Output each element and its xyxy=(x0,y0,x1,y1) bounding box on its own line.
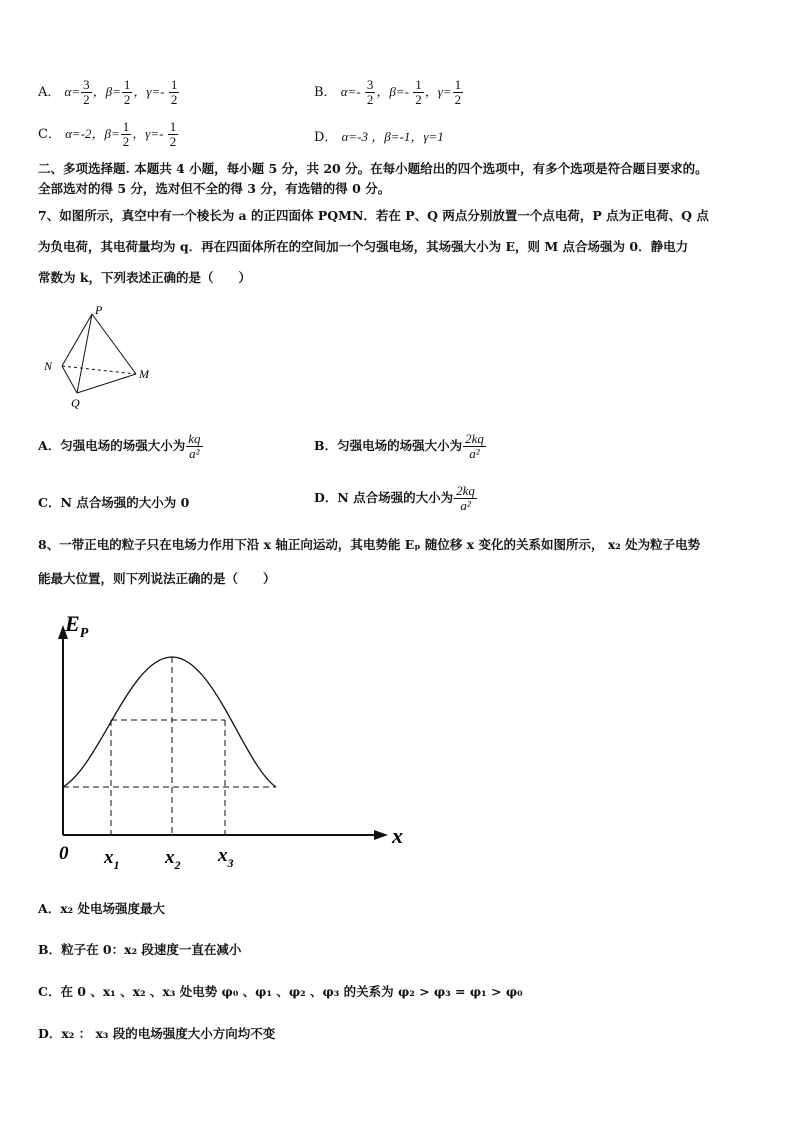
q7-line2: 为负电荷，其电荷量均为 q．再在四面体所在的空间加一个匀强电场，其场强大小为 E，则 M 点合场强为 0．静电力 xyxy=(38,239,689,254)
denominator: 2 xyxy=(169,134,177,149)
option-label: B． xyxy=(314,438,338,453)
q7-option-c xyxy=(38,494,189,512)
option-label: A． xyxy=(38,901,61,916)
option-label: D． xyxy=(38,1026,62,1041)
option-text: 粒子在 0：x₂ 段速度一直在减小 xyxy=(61,942,242,957)
numerator: 1 xyxy=(123,77,131,92)
beta-text: ，β= xyxy=(92,84,121,99)
q8-line2: 能最大位置，则下列说法正确的是（ ） xyxy=(38,571,276,586)
alpha-beta-text: α=-2，β= xyxy=(65,126,120,141)
edge-pm xyxy=(92,314,136,374)
denominator: 2 xyxy=(415,92,422,107)
fraction xyxy=(454,484,477,513)
beta-text: ，β=- xyxy=(376,84,413,99)
fraction xyxy=(122,78,133,107)
x-axis-label: x xyxy=(392,823,403,848)
option-label: D． xyxy=(314,490,338,505)
option-text: 匀强电场的场强大小为 xyxy=(337,438,463,453)
label-m: M xyxy=(139,367,149,381)
option-label: A． xyxy=(38,85,61,100)
q8-option-a xyxy=(38,900,165,918)
label-n: N xyxy=(44,359,53,373)
denominator: a² xyxy=(460,498,471,513)
origin-label: 0 xyxy=(59,843,69,864)
denominator: 2 xyxy=(122,134,130,149)
ep-curve xyxy=(63,657,276,787)
option-label: C． xyxy=(38,127,61,142)
gamma-text: ，γ= xyxy=(424,84,452,99)
edge-nq xyxy=(62,366,77,393)
fraction xyxy=(413,78,424,107)
edge-qm xyxy=(77,374,136,393)
fraction xyxy=(169,78,180,107)
q8-option-b xyxy=(38,941,241,959)
q6-option-b xyxy=(314,78,464,107)
fraction xyxy=(186,432,202,461)
q7-option-a xyxy=(38,432,204,461)
denominator: 2 xyxy=(123,92,131,107)
numerator: 1 xyxy=(122,119,130,134)
y-axis-label: $E_P$ xyxy=(65,611,89,641)
option-label: B． xyxy=(38,942,62,957)
q6-option-d xyxy=(314,128,444,147)
option-label: A． xyxy=(38,438,61,453)
numerator: kq xyxy=(188,431,201,446)
q8-option-c xyxy=(38,983,523,1001)
x2-label: $x_2$ xyxy=(165,847,181,872)
gamma-text: ，γ=- xyxy=(133,84,168,99)
x3-label: $x_3$ xyxy=(218,845,234,870)
edge-nm-hidden xyxy=(62,366,136,374)
numerator: 1 xyxy=(415,77,422,92)
option-label: C． xyxy=(38,984,61,999)
denominator: 2 xyxy=(83,92,90,107)
fraction xyxy=(453,78,464,107)
numerator: 1 xyxy=(454,77,462,92)
numerator: 3 xyxy=(366,77,374,92)
option-text: x₂ ： x₃ 段的电场强度大小方向均不变 xyxy=(61,1026,276,1041)
numerator: 2kq xyxy=(465,431,484,446)
tetrahedron-figure xyxy=(40,300,160,415)
label-q: Q xyxy=(71,396,80,410)
q6-option-c xyxy=(38,120,179,149)
option-text: N 点合场强的大小为 0 xyxy=(60,495,190,510)
q7-option-d xyxy=(314,484,478,513)
q7-line1: 7、如图所示，真空中有一个棱长为 a 的正四面体 PQMN．若在 P、Q 两点分别放置一个点电荷，P 点为正电荷、Q 点 xyxy=(38,208,709,223)
fraction xyxy=(81,78,92,107)
option-text: N 点合场强的大小为 xyxy=(337,490,454,505)
q7-line3: 常数为 k，下列表述正确的是（ ） xyxy=(38,270,252,285)
numerator: 2kq xyxy=(456,483,475,498)
denominator: 2 xyxy=(170,92,178,107)
label-p: P xyxy=(95,303,103,317)
numerator: 1 xyxy=(170,77,178,92)
numerator: 1 xyxy=(169,119,177,134)
denominator: a² xyxy=(469,446,480,461)
x1-label: $x_1$ xyxy=(104,847,120,872)
alpha-text: α=- xyxy=(340,84,364,99)
option-text: 匀强电场的场强大小为 xyxy=(60,438,186,453)
option-label: C． xyxy=(38,495,61,510)
section2-line2: 全部选对的得 5 分，选对但不全的得 3 分，有选错的得 0 分。 xyxy=(38,181,391,196)
option-text: x₂ 处电场强度最大 xyxy=(60,901,165,916)
q6-option-a xyxy=(38,78,180,107)
alpha-text: α= xyxy=(64,84,81,99)
denominator: a² xyxy=(189,446,200,461)
ep-x-graph xyxy=(40,605,420,880)
numerator: 3 xyxy=(83,77,90,92)
gamma-text: ，γ=- xyxy=(132,126,167,141)
denominator: 2 xyxy=(454,92,462,107)
fraction xyxy=(365,78,376,107)
option-label: D． xyxy=(314,130,338,145)
fraction xyxy=(463,432,486,461)
fraction xyxy=(168,120,179,149)
edge-pq xyxy=(77,314,92,393)
x-axis-arrow xyxy=(374,830,388,840)
q8-option-d xyxy=(38,1025,275,1043)
option-label: B． xyxy=(314,85,337,100)
q8-line1: 8、一带正电的粒子只在电场力作用下沿 x 轴正向运动，其电势能 Eₚ 随位移 x 变化的关系如图所示， x₂ 处为粒子电势 xyxy=(38,537,701,552)
option-text: α=-3 ，β=-1，γ=1 xyxy=(341,129,444,144)
section2-line1: 二、多项选择题. 本题共 4 小题，每小题 5 分，共 20 分。在每小题给出的四个选项中，有多个选项是符合题目要求的。 xyxy=(38,161,708,176)
option-text: 在 0 、x₁ 、x₂ 、x₃ 处电势 φ₀ 、φ₁ 、φ₂ 、φ₃ 的关系为 φ₂ > φ₃ = φ₁ > φ₀ xyxy=(60,984,523,999)
fraction xyxy=(121,120,132,149)
denominator: 2 xyxy=(366,92,374,107)
q7-option-b xyxy=(314,432,487,461)
